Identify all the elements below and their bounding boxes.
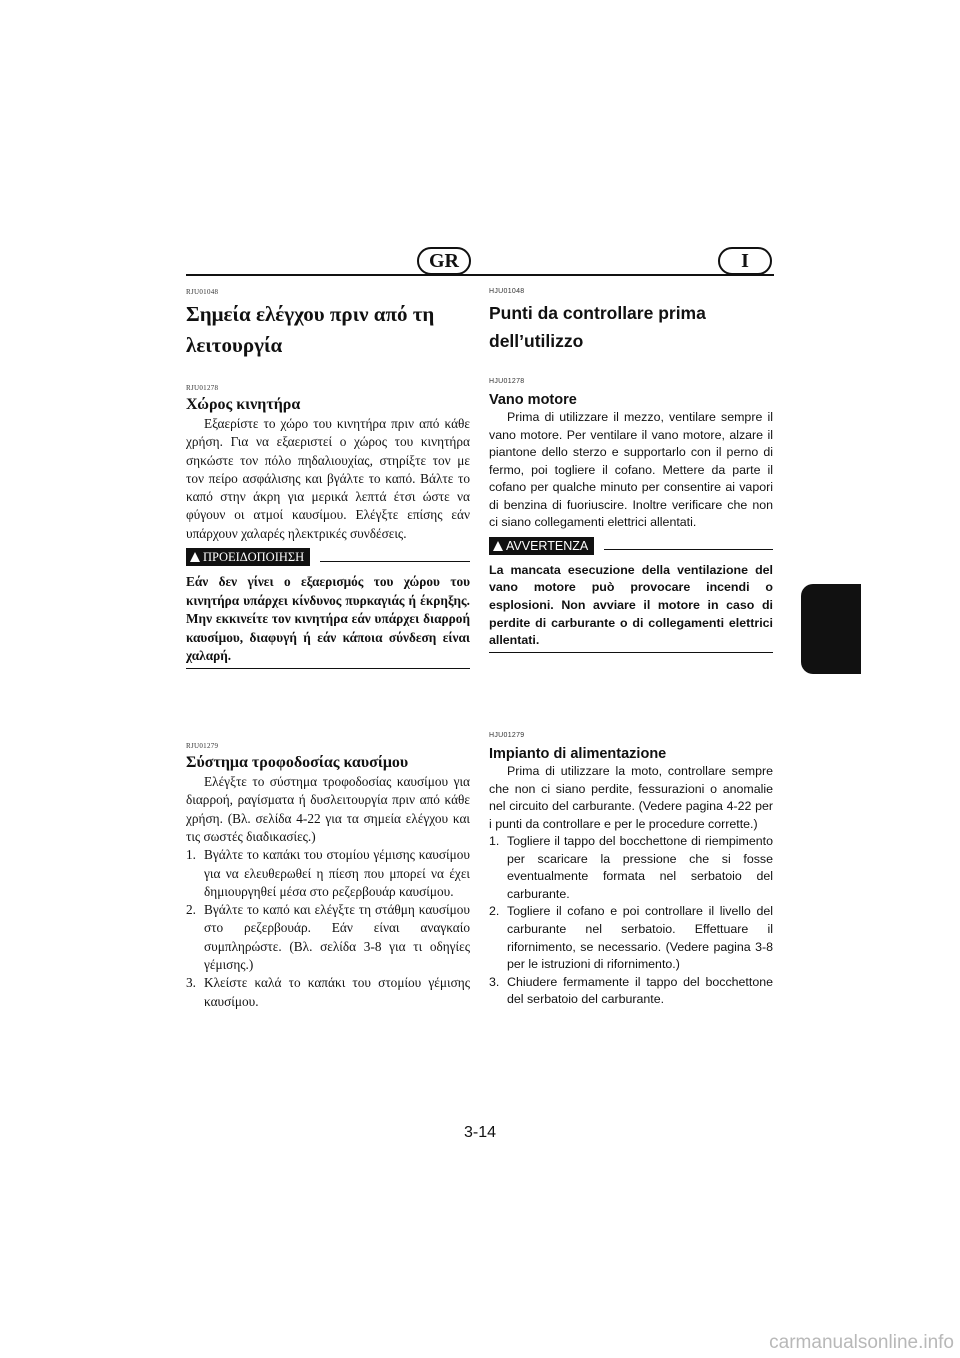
subsection-code: HJU01278 bbox=[489, 378, 525, 385]
header-rule bbox=[186, 274, 774, 276]
italian-column bbox=[489, 287, 773, 1009]
section-code: RJU01048 bbox=[186, 288, 219, 296]
warning-text: La mancata esecuzione della ventilazione del vano motore può provocare incendi o esplosioni. Non avviare il motore in caso di perdite di carburante o di collegamenti elettrici allentati. bbox=[489, 562, 773, 648]
watermark: carmanualsonline.info bbox=[769, 1332, 954, 1353]
engine-heading: Vano motore bbox=[489, 392, 577, 408]
language-badge-greek: GR bbox=[417, 247, 471, 275]
list-item: 2. Βγάλτε το καπό και ελέγξτε τη στάθμη καυσίμου στο ρεζερβουάρ. Εάν είναι αναγκαίο συμπληρώστε. (Βλ. σελίδα 3-8 για τι οδηγίες γέμισης.) bbox=[186, 902, 470, 973]
list-item: 3. Chiudere fermamente il tappo del bocchettone del serbatoio del carburante. bbox=[489, 974, 773, 1007]
warning-rule bbox=[186, 668, 470, 669]
warning-line bbox=[320, 561, 470, 562]
warning-header bbox=[186, 547, 470, 567]
page-number: 3-14 bbox=[463, 1124, 497, 1141]
warning-icon bbox=[190, 552, 200, 562]
section-thumb-tab bbox=[801, 584, 861, 674]
warning-rule bbox=[489, 652, 773, 653]
greek-column bbox=[186, 287, 470, 1011]
warning-icon bbox=[493, 541, 503, 551]
fuel-paragraph: Ελέγξτε το σύστημα τροφοδοσίας καυσίμου για διαρροή, ραγίσματα ή δυσλειτουργία πριν από κάθε χρήση. (Βλ. σελίδα 4-22 για τα σημεία ελέγχου και τις σωστές διαδικασίες.) bbox=[186, 774, 470, 844]
warning-label: AVVERTENZA bbox=[489, 537, 594, 555]
engine-paragraph: Prima di utilizzare il mezzo, ventilare sempre il vano motore. Per ventilare il vano motore, alzare il piantone dello sterzo e supportarlo con il perno di fermo, poi togliere il cofano. Mettere da parte il cofano per qualche minuto per consentire ai vapori di benzina di fuoriuscire. Inoltre verificare che non ci siano collegamenti elettrici allentati. bbox=[489, 410, 773, 529]
list-item: 1. Βγάλτε το καπάκι του στομίου γέμισης καυσίμου για να ελευθερωθεί η πίεση που μπορεί να έχει δημιουργηθεί μέσα στο ρεζερβουάρ καυσίμου. bbox=[186, 847, 470, 899]
warning-header bbox=[489, 536, 773, 556]
warning-label: ΠΡΟΕΙΔΟΠΟΙΗΣΗ bbox=[186, 548, 310, 566]
warning-text: Εάν δεν γίνει ο εξαερισμός του χώρου του κινητήρα υπάρχει κίνδυνος πυρκαγιάς ή έκρηξης. Μην εκκινείτε τον κινητήρα εάν υπάρχει διαρροή καυσίμου, διαφυγή ή εάν κάποια σύνδεση είναι χαλαρή. bbox=[186, 574, 470, 664]
fuel-heading: Impianto di alimentazione bbox=[489, 746, 667, 763]
fuel-heading: Σύστημα τροφοδοσίας καυσίμου bbox=[186, 754, 409, 772]
section-title: Punti da controllare prima dell’utilizzo bbox=[489, 303, 706, 351]
subsection-code: RJU01278 bbox=[186, 384, 219, 392]
subsection-code: HJU01279 bbox=[489, 732, 525, 740]
list-item: 1. Togliere il tappo del bocchettone di riempimento per scaricare la pressione che si fosse eventualmente formata nel serbatoio del carburante. bbox=[489, 834, 773, 901]
section-title: Σημεία ελέγχου πριν από τη λειτουργία bbox=[186, 302, 435, 357]
language-badge-italian: I bbox=[718, 247, 772, 275]
section-code: HJU01048 bbox=[489, 288, 525, 295]
list-item: 3. Κλείστε καλά το καπάκι του στομίου γέμισης καυσίμου. bbox=[186, 975, 470, 1009]
engine-heading: Χώρος κινητήρα bbox=[186, 396, 301, 413]
list-item: 2. Togliere il cofano e poi controllare il livello del carburante nel serbatoio. Effettuare il rifornimento, se necessario. (Vedere pagina 3-8 per le istruzioni di rifornimento.) bbox=[489, 904, 773, 972]
engine-paragraph: Εξαερίστε το χώρο του κινητήρα πριν από κάθε χρήση. Για να εξαεριστεί ο χώρος του κινητήρα σηκώστε τον πόλο πηδαλιουχίας, στηρίξτε τον με τον πείρο ασφάλισης και βγάλτε το καπό. Βάλτε το καπό στην άκρη για μερικά λεπτά έτσι ώστε να φύγουν οι ατμοί καυσίμου. Ελέγξτε επίσης εάν υπάρχουν χαλαρές ηλεκτρικές συνδέσεις. bbox=[186, 416, 470, 541]
fuel-paragraph: Prima di utilizzare la moto, controllare sempre che non ci siano perdite, fessurazioni o anomalie nel circuito del carburante. (Vedere pagina 4-22 per i punti da controllare e per le procedure corrette.) bbox=[489, 764, 773, 831]
warning-line bbox=[604, 549, 773, 550]
subsection-code: RJU01279 bbox=[186, 742, 219, 751]
